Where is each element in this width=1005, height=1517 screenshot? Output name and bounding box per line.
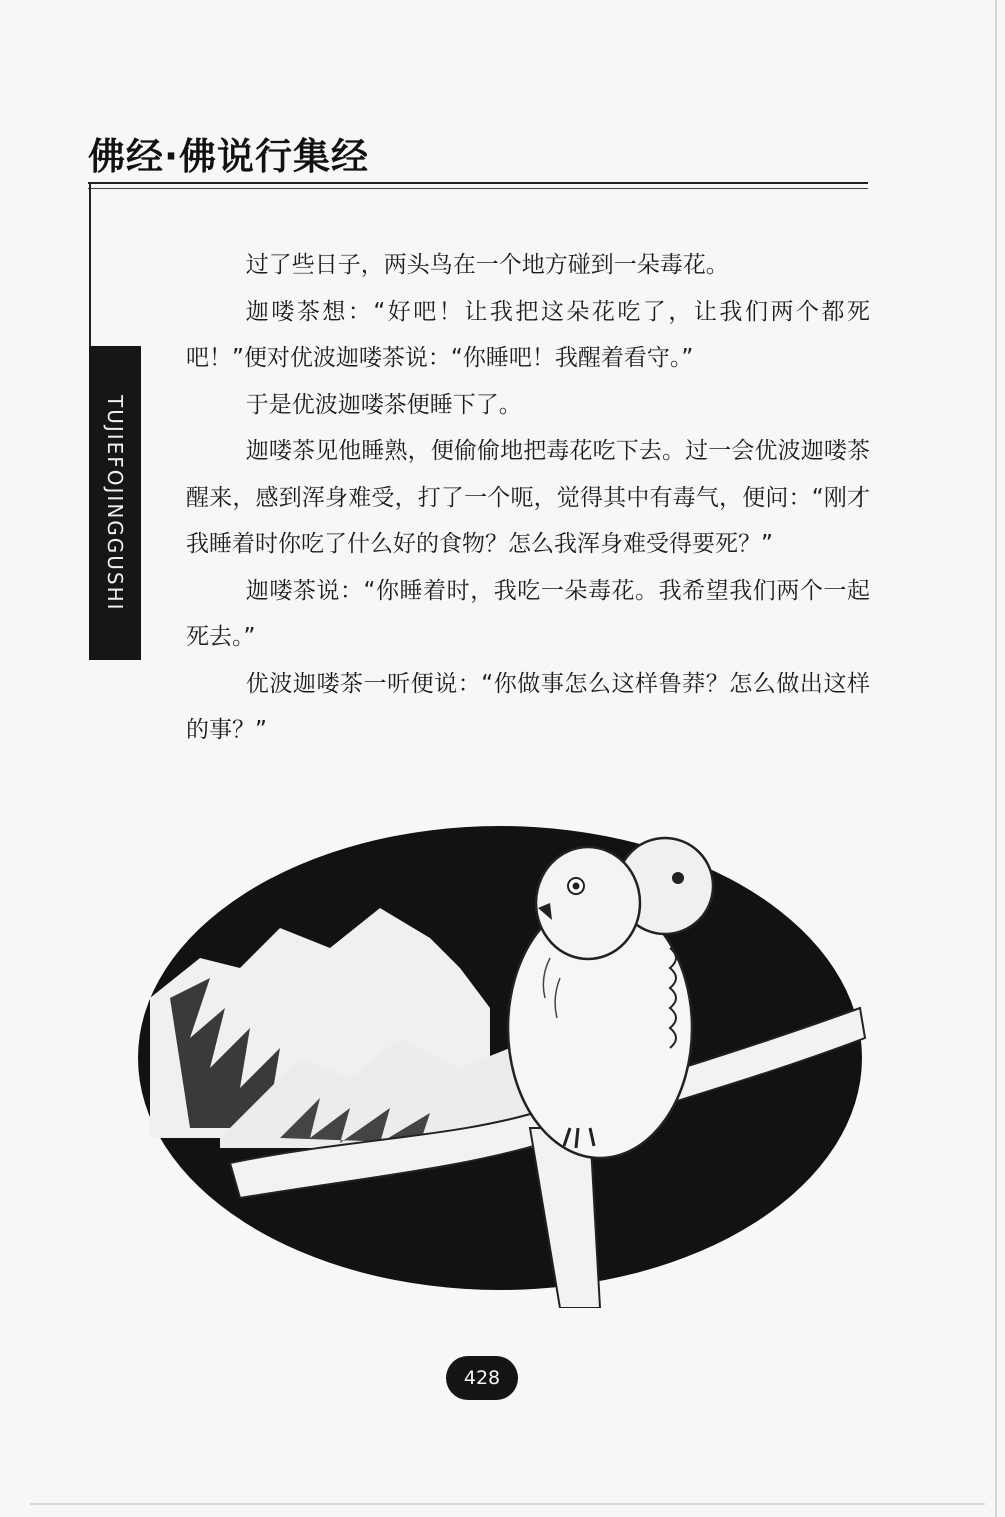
paragraph: 迦喽茶说：“你睡着时，我吃一朵毒花。我希望我们两个一起死去。” <box>186 577 870 650</box>
side-tab-label: TUJIEFOJINGGUSHI <box>103 394 127 612</box>
header-rule <box>88 182 868 184</box>
bird-illustration <box>130 808 870 1308</box>
paragraph: 优波迦喽茶一听便说：“你做事怎么这样鲁莽？怎么做出这样的事？” <box>186 670 870 743</box>
page-bottom-edge <box>30 1503 985 1505</box>
page-number: 428 <box>446 1356 518 1400</box>
page-title: 佛经·佛说行集经 <box>88 135 370 178</box>
header-rule-thin <box>88 188 868 189</box>
paragraph: 迦喽茶见他睡熟，便偷偷地把毒花吃下去。过一会优波迦喽茶醒来，感到浑身难受，打了一个呃，觉得其中有毒气，便问：“刚才我睡着时你吃了什么好的食物？怎么我浑身难受得要死？” <box>186 438 870 557</box>
paragraph: 过了些日子，两头鸟在一个地方碰到一朵毒花。 <box>245 252 729 278</box>
body-text <box>186 242 870 754</box>
bird-eye-back <box>672 872 684 884</box>
bird-head-front <box>536 847 640 959</box>
page-edge <box>995 0 997 1517</box>
paragraph: 迦喽茶想：“好吧！让我把这朵花吃了，让我们两个都死吧！”便对优波迦喽茶说：“你睡吧！我醒着看守。” <box>186 298 870 371</box>
paragraph: 于是优波迦喽茶便睡下了。 <box>245 391 522 418</box>
side-tab <box>89 346 141 660</box>
side-rule <box>89 182 91 350</box>
